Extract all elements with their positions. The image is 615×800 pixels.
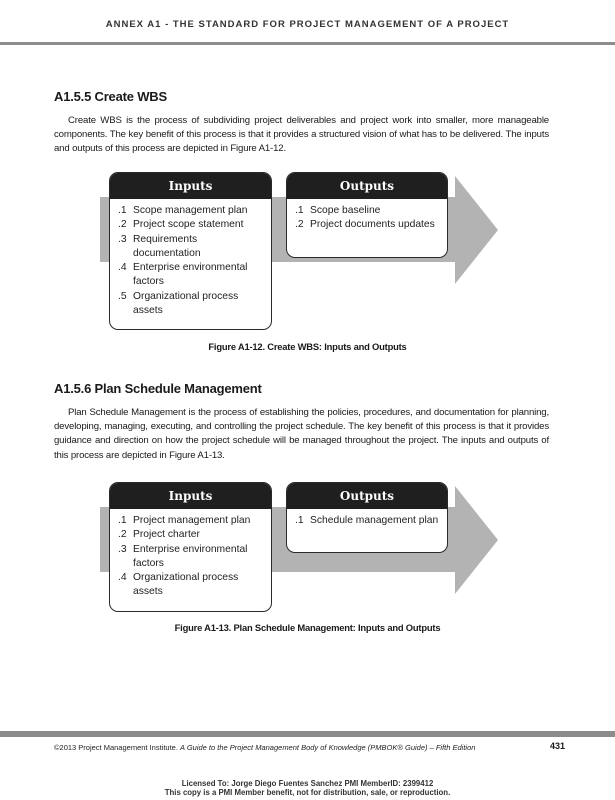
- section-heading-plan-schedule: A1.5.6 Plan Schedule Management: [54, 381, 262, 396]
- running-head-text: ANNEX A1 - THE STANDARD FOR PROJECT MANAGEMENT OF A PROJECT: [105, 19, 510, 30]
- item-number: .1: [295, 205, 304, 216]
- outputs-list: [287, 509, 447, 528]
- item-number: .2: [118, 529, 127, 541]
- inputs-header: Inputs: [110, 173, 271, 199]
- item-text: Scope baseline: [310, 205, 381, 216]
- item-text: Scope management plan: [133, 205, 248, 216]
- inputs-box: [109, 172, 272, 330]
- license-line: Licensed To: Jorge Diego Fuentes Sanchez PMI MemberID: 2399412: [181, 779, 434, 788]
- inputs-header: Inputs: [110, 483, 271, 509]
- footer-rule: [0, 731, 615, 737]
- section-paragraph-create-wbs: Create WBS is the process of subdividing project deliverables and project work into smaller, more manageable components. The key benefit of this process is that it provides a structured vision of what has to be delivered. The inputs and outputs of this process are depicted in Figure A1-12.: [54, 115, 549, 155]
- item-number: .5: [118, 290, 127, 302]
- list-item: [295, 218, 443, 232]
- figure-plan-schedule: [100, 482, 500, 614]
- figure-caption: Figure A1-13. Plan Schedule Management: Inputs and Outputs: [174, 622, 441, 633]
- item-text: Requirements documentation: [133, 233, 201, 259]
- outputs-header: Outputs: [287, 173, 447, 199]
- copyright-prefix: ©2013 Project Management Institute.: [54, 743, 178, 752]
- item-text: Project scope statement: [133, 219, 244, 231]
- list-item: [118, 261, 267, 290]
- item-number: .2: [295, 219, 304, 231]
- item-number: .4: [118, 262, 127, 274]
- item-number: .1: [118, 515, 127, 526]
- license-notice: This copy is a PMI Member benefit, not for distribution, sale, or reproduction.: [164, 788, 451, 797]
- list-item: [295, 204, 443, 218]
- list-item: [118, 290, 267, 319]
- figure-create-wbs: [100, 172, 500, 334]
- list-item: [118, 218, 267, 232]
- item-number: .3: [118, 543, 127, 555]
- page-number: 431: [549, 741, 565, 751]
- outputs-header: Outputs: [287, 483, 447, 509]
- item-text: Schedule management plan: [310, 515, 439, 526]
- item-number: .3: [118, 233, 127, 245]
- list-item: [118, 528, 267, 542]
- outputs-list: [287, 199, 447, 233]
- item-text: Enterprise environmental factors: [133, 262, 248, 288]
- item-text: Project documents updates: [310, 219, 435, 231]
- footer-copyright: [54, 743, 475, 752]
- item-number: .1: [295, 515, 304, 526]
- item-number: .2: [118, 219, 127, 231]
- list-item: [118, 543, 267, 572]
- outputs-box: [286, 482, 448, 553]
- item-text: Organizational process assets: [133, 290, 239, 317]
- running-head: [0, 0, 615, 45]
- item-text: Enterprise environmental factors: [133, 543, 248, 569]
- item-text: Organizational process assets: [133, 572, 239, 598]
- item-text: Project charter: [133, 529, 200, 541]
- list-item: [118, 204, 267, 218]
- item-number: .4: [118, 572, 127, 584]
- list-item: [118, 571, 267, 600]
- item-number: .1: [118, 205, 127, 216]
- item-text: Project management plan: [133, 515, 251, 526]
- section-heading-create-wbs: A1.5.5 Create WBS: [54, 89, 167, 104]
- copyright-title: A Guide to the Project Management Body of Knowledge (PMBOK® Guide) – Fifth Edition: [180, 743, 476, 752]
- inputs-list: [110, 509, 271, 600]
- list-item: [118, 514, 267, 528]
- figure-caption: Figure A1-12. Create WBS: Inputs and Outputs: [208, 341, 407, 352]
- list-item: [295, 514, 443, 528]
- inputs-box: [109, 482, 272, 612]
- list-item: [118, 233, 267, 262]
- section-paragraph-plan-schedule: Plan Schedule Management is the process of establishing the policies, procedures, and documentation for planning, developing, managing, executing, and controlling the project schedule. The key benefit of this process is that it provides guidance and direction on how the project schedule will be managed throughout the project. The inputs and outputs of this process are depicted in Figure A1-13.: [54, 407, 549, 461]
- outputs-box: [286, 172, 448, 258]
- inputs-list: [110, 199, 271, 318]
